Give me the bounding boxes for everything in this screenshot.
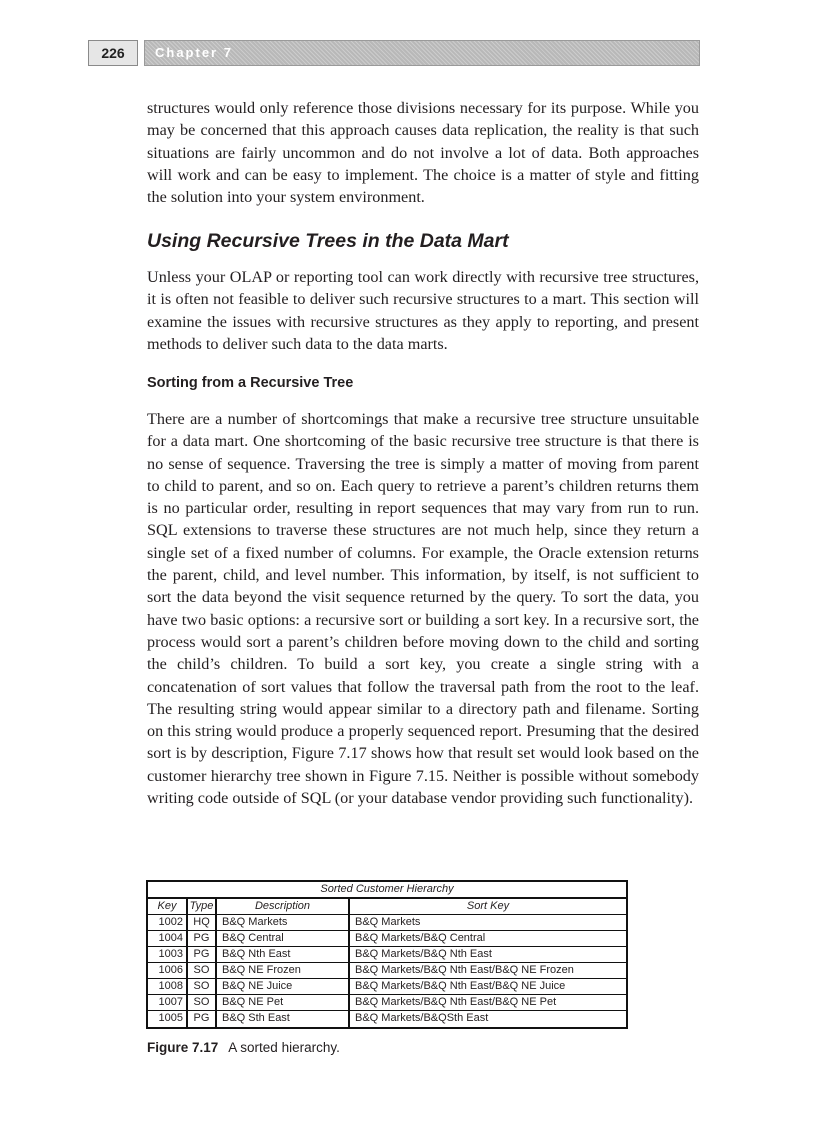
table-row [148,995,626,1011]
table-row [148,947,626,963]
figure-label: Figure 7.17 [147,1040,219,1055]
cell-sort-key: B&Q Markets [355,916,421,928]
cell-type: PG [188,1011,217,1027]
cell-sort-key: B&Q Markets/B&Q Nth East/B&Q NE Pet [355,996,557,1008]
cell-description: B&Q NE Juice [217,979,350,994]
cell-sort-key: B&Q Markets/B&Q Nth East/B&Q NE Juice [355,980,566,992]
cell-key: 1004 [148,931,188,946]
cell-description: B&Q Nth East [217,947,350,962]
header-sort-key: Sort Key [466,900,510,912]
cell-key: 1006 [148,963,188,978]
cell-key: 1008 [148,979,188,994]
table-row [148,963,626,979]
cell-key: 1002 [148,915,188,930]
header-type: Type [188,899,217,914]
cell-description: B&Q Sth East [217,1011,350,1027]
cell-type: PG [188,947,217,962]
cell-type: HQ [188,915,217,930]
table-row [148,979,626,995]
section-paragraph: Unless your OLAP or reporting tool can work directly with recursive tree structures, it is often not feasible to deliver such recursive structures to a mart. This section will examine the issues with recursive structures as they apply to reporting, and present methods to deliver such data to the data marts. [147,268,699,353]
cell-sort-key: B&Q Markets/B&QSth East [355,1012,489,1024]
intro-paragraph: structures would only reference those divisions necessary for its purpose. While you may be concerned that this approach causes data replication, the reality is that such situations are fairly uncommon and do not involve a lot of data. Both approaches will work and can be easy to implement. The choice is a matter of style and fitting the solution into your system environment. [147,99,699,207]
cell-type: PG [188,931,217,946]
cell-description: B&Q Central [217,931,350,946]
chapter-banner: Chapter 7 [144,40,700,66]
cell-sort-key: B&Q Markets/B&Q Nth East/B&Q NE Frozen [355,964,574,976]
header-description: Description [217,899,350,914]
cell-type: SO [188,979,217,994]
cell-key: 1003 [148,947,188,962]
cell-description: B&Q NE Frozen [217,963,350,978]
table-row [148,931,626,947]
cell-key: 1005 [148,1011,188,1027]
cell-key: 1007 [148,995,188,1010]
figure-caption-text: A sorted hierarchy. [228,1040,340,1055]
sorted-hierarchy-table [146,880,628,1029]
cell-sort-key: B&Q Markets/B&Q Central [355,932,486,944]
table-row [148,1011,626,1027]
table-header-row [148,899,626,915]
table-row [148,915,626,931]
cell-type: SO [188,963,217,978]
header-key: Key [148,899,188,914]
table-caption: Sorted Customer Hierarchy [148,882,626,899]
section-heading: Using Recursive Trees in the Data Mart [147,230,509,252]
subsection-paragraph: There are a number of shortcomings that make a recursive tree structure unsuitable for a data mart. One shortcoming of the basic recursive tree structure is that there is no sense of sequence. Traversing the tree is simply a matter of moving from parent to child to parent, and so on. Each query to retrieve a parent’s children returns them is no particular order, resulting in report sequences that may vary from run to run. SQL extensions to traverse these structures are not much help, since they return a single set of a fixed number of columns. For example, the Oracle extension returns the parent, child, and level number. This information, by itself, is not sufficient to sort the data beyond the visit sequence returned by the query. To sort the data, you have two basic options: a recursive sort or building a sort key. In a recursive sort, the process would sort a parent’s children before moving down to the child and sorting the child’s children. To build a sort key, you create a single string with a concatenation of sort values that follow the traversal path from the root to the leaf. The resulting string would appear similar to a directory path and filename. Sorting on this string would produce a properly sequenced report. Presuming that the desired sort is by description, Figure 7.17 shows how that result set would look based on the customer hierarchy tree shown in Figure 7.15. Neither is possible without somebody writing code outside of SQL (or your database vendor providing such functionality). [147,410,699,808]
subsection-heading: Sorting from a Recursive Tree [147,375,354,391]
cell-type: SO [188,995,217,1010]
page-number: 226 [88,40,138,66]
cell-description: B&Q NE Pet [217,995,350,1010]
figure-caption [147,1040,340,1055]
cell-sort-key: B&Q Markets/B&Q Nth East [355,948,492,960]
running-header [88,40,700,68]
cell-description: B&Q Markets [217,915,350,930]
